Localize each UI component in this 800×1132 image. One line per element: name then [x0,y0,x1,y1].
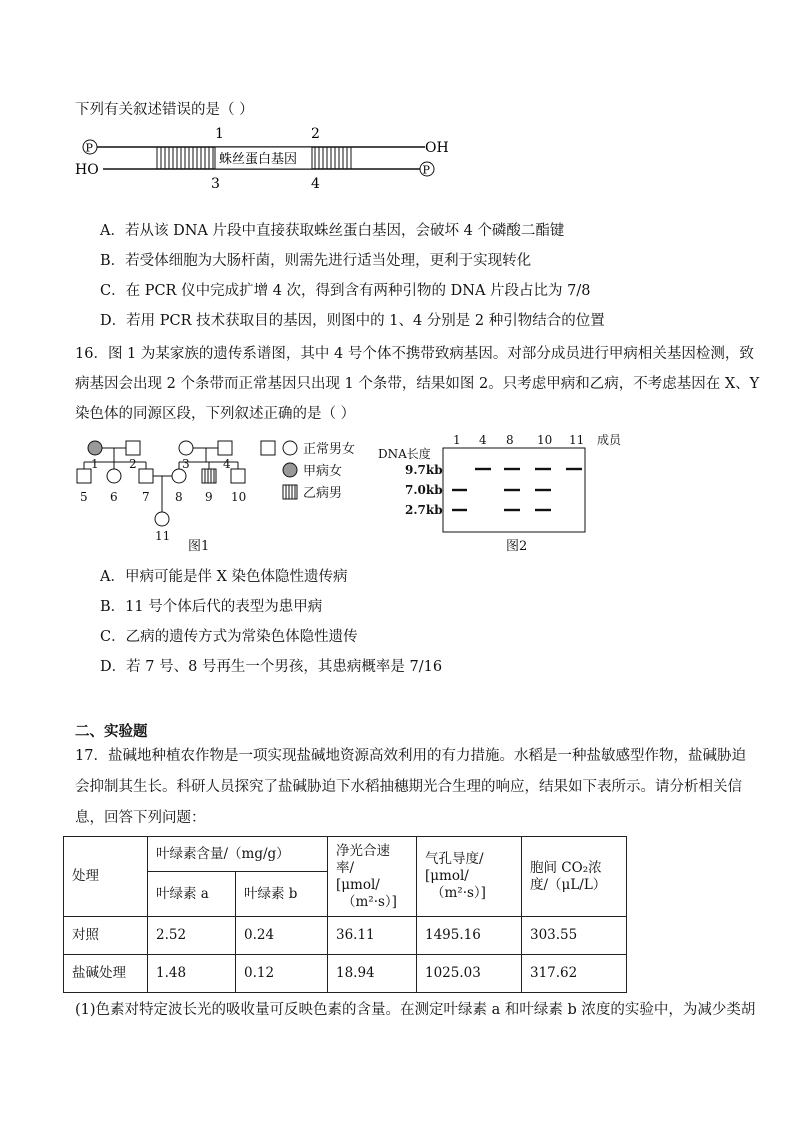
header-treatment: 处理 [64,837,148,917]
q16-option-d: D．若 7 号、8 号再生一个男孩，其患病概率是 7/16 [100,659,443,675]
base-pairs-left [157,147,213,169]
legend-disease-a-female [283,463,297,477]
cell-chla: 2.52 [148,917,236,955]
individual-3 [179,441,193,455]
id-6: 6 [110,490,118,504]
id-1: 1 [91,457,99,471]
label-2: 2 [311,126,320,142]
q15-option-a: A．若从该 DNA 片段中直接获取蛛丝蛋白基因，会破坏 4 个磷酸二酯键 [100,223,565,239]
cell-chla: 1.48 [148,955,236,993]
ho-left: HO [75,162,99,178]
gel-member-10: 10 [537,433,553,447]
individual-11 [155,512,169,526]
legend-b-label: 乙病男 [303,486,343,501]
cell-treatment: 盐碱处理 [64,955,148,993]
legend-normal-male [261,441,275,455]
q16-stem-line2: 病基因会出现 2 个条带而正常基因只出现 1 个条带，结果如图 2。只考虑甲病和乙病，不考虑基因在 X、Y [75,376,760,392]
gel-members-label: 成员 [597,433,622,447]
id-2: 2 [129,457,137,471]
id-7: 7 [142,490,150,504]
gel-member-1: 1 [453,433,461,447]
dna-fragment-diagram [75,122,455,194]
individual-6 [107,469,121,483]
individual-7 [139,469,153,483]
q16-stem-line1: 16．图 1 为某家族的遗传系谱图，其中 4 号个体不携带致病基因。对部分成员进行甲病相关基因检测，致 [75,346,754,362]
q16-option-b: B．11 号个体后代的表型为患甲病 [100,599,323,615]
fig2-caption: 图2 [506,539,528,554]
q17-stem-line3: 息，回答下列问题： [75,810,206,826]
table-row [64,917,627,955]
individual-9 [202,469,216,483]
q16-option-c: C．乙病的遗传方式为常染色体隐性遗传 [100,629,358,645]
legend-disease-b-male [283,485,297,499]
id-8: 8 [175,490,183,504]
table-row [64,955,627,993]
band-label-2.7: 2.7kb [405,503,443,517]
phosphate-right-label: P [422,163,430,177]
gene-label: 蛛丝蛋白基因 [219,152,298,167]
individual-1 [88,441,102,455]
q16-option-a: A．甲病可能是伴 X 染色体隐性遗传病 [100,569,348,585]
base-pairs-right [315,147,351,169]
q17-stem-line2: 会抑制其生长。科研人员探究了盐碱胁迫下水稻抽穗期光合生理的响应，结果如下表所示。请分析相关信 [75,779,742,795]
band-label-7.0: 7.0kb [405,483,443,497]
header-chlorophyll-a: 叶绿素 a [148,872,236,917]
id-4: 4 [223,457,231,471]
gel-length-label: DNA长度 [378,447,431,461]
cell-chlb: 0.12 [236,955,328,993]
individual-8 [172,469,186,483]
results-table [63,836,627,993]
cell-pn: 18.94 [328,955,417,993]
header-net-photosynthesis: 净光合速 率/ [μmol/ （m²·s）] [328,837,417,917]
header-stomatal-conductance: 气孔导度/ [μmol/ （m²·s）] [417,837,522,917]
gel-member-11: 11 [569,433,585,447]
cell-ci: 317.62 [522,955,627,993]
phosphate-left-label: P [85,141,93,155]
gel-member-8: 8 [506,433,514,447]
q15-option-d: D．若用 PCR 技术获取目的基因，则图中的 1、4 分别是 2 种引物结合的位置 [100,313,605,329]
q15-option-c: C．在 PCR 仪中完成扩增 4 次，得到含有两种引物的 DNA 片段占比为 7/8 [100,283,591,299]
individual-5 [77,469,91,483]
band-label-9.7: 9.7kb [405,463,443,477]
cell-gs: 1025.03 [417,955,522,993]
oh-right: OH [425,140,449,156]
legend-a-label: 甲病女 [303,464,343,479]
section-title: 二、实验题 [75,723,148,740]
q15-option-b: B．若受体细胞为大肠杆菌，则需先进行适当处理，更利于实现转化 [100,253,532,269]
fig1-caption: 图1 [188,539,210,554]
q17-stem-line1: 17．盐碱地种植农作物是一项实现盐碱地资源高效利用的有力措施。水稻是一种盐敏感型作物，盐碱胁迫 [75,748,746,764]
legend-normal-female [283,441,297,455]
cell-ci: 303.55 [522,917,627,955]
cell-gs: 1495.16 [417,917,522,955]
legend-normal-label: 正常男女 [303,442,356,457]
q15-stem: 下列有关叙述错误的是（ ） [75,102,254,118]
pedigree-chart [75,432,375,554]
cell-treatment: 对照 [64,917,148,955]
individual-4 [218,441,232,455]
id-10: 10 [231,490,247,504]
id-3: 3 [182,457,190,471]
header-chlorophyll: 叶绿素含量/（mg/g） [148,837,328,872]
id-9: 9 [205,490,213,504]
label-4: 4 [311,176,320,192]
q16-stem-line3: 染色体的同源区段，下列叙述正确的是（ ） [75,406,356,422]
q17-sub1: (1)色素对特定波长光的吸收量可反映色素的含量。在测定叶绿素 a 和叶绿素 b 浓度的实验中，为减少类胡 [75,1002,756,1018]
header-chlorophyll-b: 叶绿素 b [236,872,328,917]
id-5: 5 [80,490,88,504]
gel-member-4: 4 [479,433,487,447]
cell-pn: 36.11 [328,917,417,955]
gel-chart [375,432,645,554]
label-1: 1 [215,126,224,142]
label-3: 3 [211,176,220,192]
individual-2 [126,441,140,455]
individual-10 [231,469,245,483]
id-11: 11 [155,529,171,543]
header-intercellular-co2: 胞间 CO₂浓 度/（μL/L） [522,837,627,917]
cell-chlb: 0.24 [236,917,328,955]
